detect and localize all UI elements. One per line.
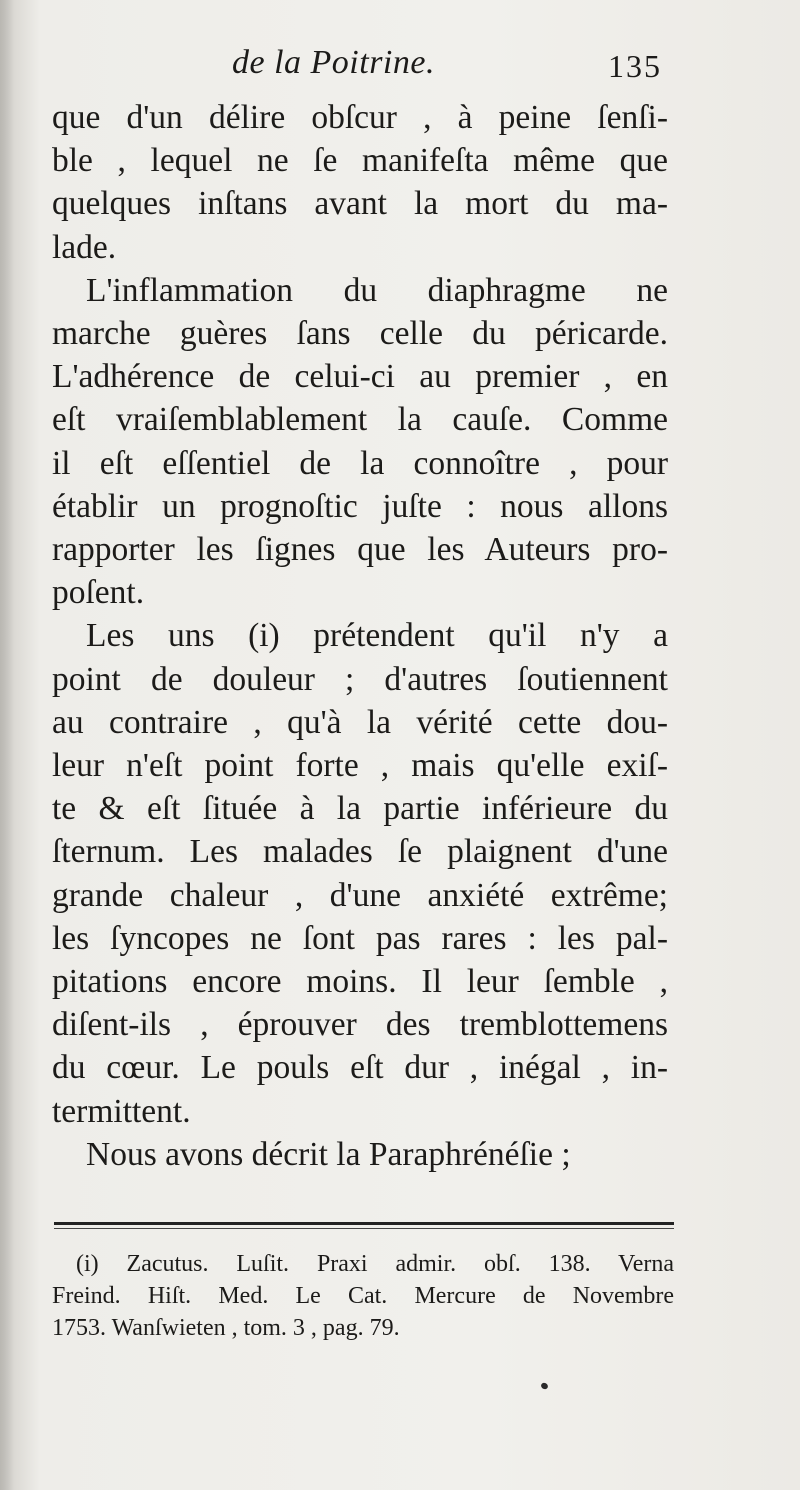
paragraph-start-line: L'inflammation du diaphragme ne — [86, 271, 668, 309]
footnote-separator-rule — [54, 1222, 674, 1225]
text-line: diſent-ils , éprouver des tremblottemens — [52, 1006, 668, 1044]
text-line: L'adhérence de celui-ci au premier , en — [52, 358, 668, 396]
text-line: lade. — [52, 228, 117, 266]
running-head: de la Poitrine. — [232, 44, 435, 81]
text-line: que d'un délire obſcur , à peine ſenſi- — [52, 99, 668, 136]
text-line: rapporter les ſignes que les Auteurs pro- — [52, 531, 668, 569]
text-line: grande chaleur , d'une anxiété extrême; — [52, 876, 668, 914]
text-line: point de douleur ; d'autres ſoutiennent — [52, 660, 668, 698]
text-line: établir un prognoſtic juſte : nous allons — [52, 487, 668, 525]
text-line: ble , lequel ne ſe manifeſta même que — [52, 142, 668, 180]
text-line: au contraire , qu'à la vérité cette dou- — [52, 703, 668, 741]
text-line: pitations encore moins. Il leur ſemble , — [52, 963, 668, 1001]
text-line: les ſyncopes ne ſont pas rares : les pal- — [52, 919, 668, 957]
text-line: te & eſt ſituée à la partie inférieure du — [52, 790, 668, 828]
body-text — [52, 96, 668, 1176]
text-line: du cœur. Le pouls eſt dur , inégal , in- — [52, 1049, 668, 1087]
page-header — [52, 44, 672, 92]
page-number: 135 — [608, 48, 662, 84]
text-line: ſternum. Les malades ſe plaignent d'une — [52, 833, 668, 871]
text-line: eſt vraiſemblablement la cauſe. Comme — [52, 401, 668, 439]
footnote-line: Freind. Hiſt. Med. Le Cat. Mercure de Novembre — [52, 1283, 674, 1309]
ink-speck — [540, 1382, 549, 1391]
footnote-line: 1753. Wanſwieten , tom. 3 , pag. 79. — [52, 1315, 400, 1341]
page-gutter-shadow — [0, 0, 14, 1490]
text-line: termittent. — [52, 1092, 191, 1130]
text-line: il eſt eſſentiel de la connoître , pour — [52, 444, 668, 482]
text-line: quelques inſtans avant la mort du ma- — [52, 185, 668, 223]
footnote-separator-hairline — [54, 1228, 674, 1229]
paragraph-start-line: Nous avons décrit la Paraphrénéſie ; — [86, 1135, 571, 1173]
paragraph-start-line: Les uns (i) prétendent qu'il n'y a — [86, 617, 668, 655]
text-line: marche guères ſans celle du péricarde. — [52, 315, 668, 353]
text-line: leur n'eſt point forte , mais qu'elle exiſ- — [52, 747, 668, 785]
footnote-line: (i) Zacutus. Luſit. Praxi admir. obſ. 138. Verna — [76, 1251, 674, 1277]
footnote — [52, 1248, 674, 1344]
text-line: poſent. — [52, 574, 145, 612]
